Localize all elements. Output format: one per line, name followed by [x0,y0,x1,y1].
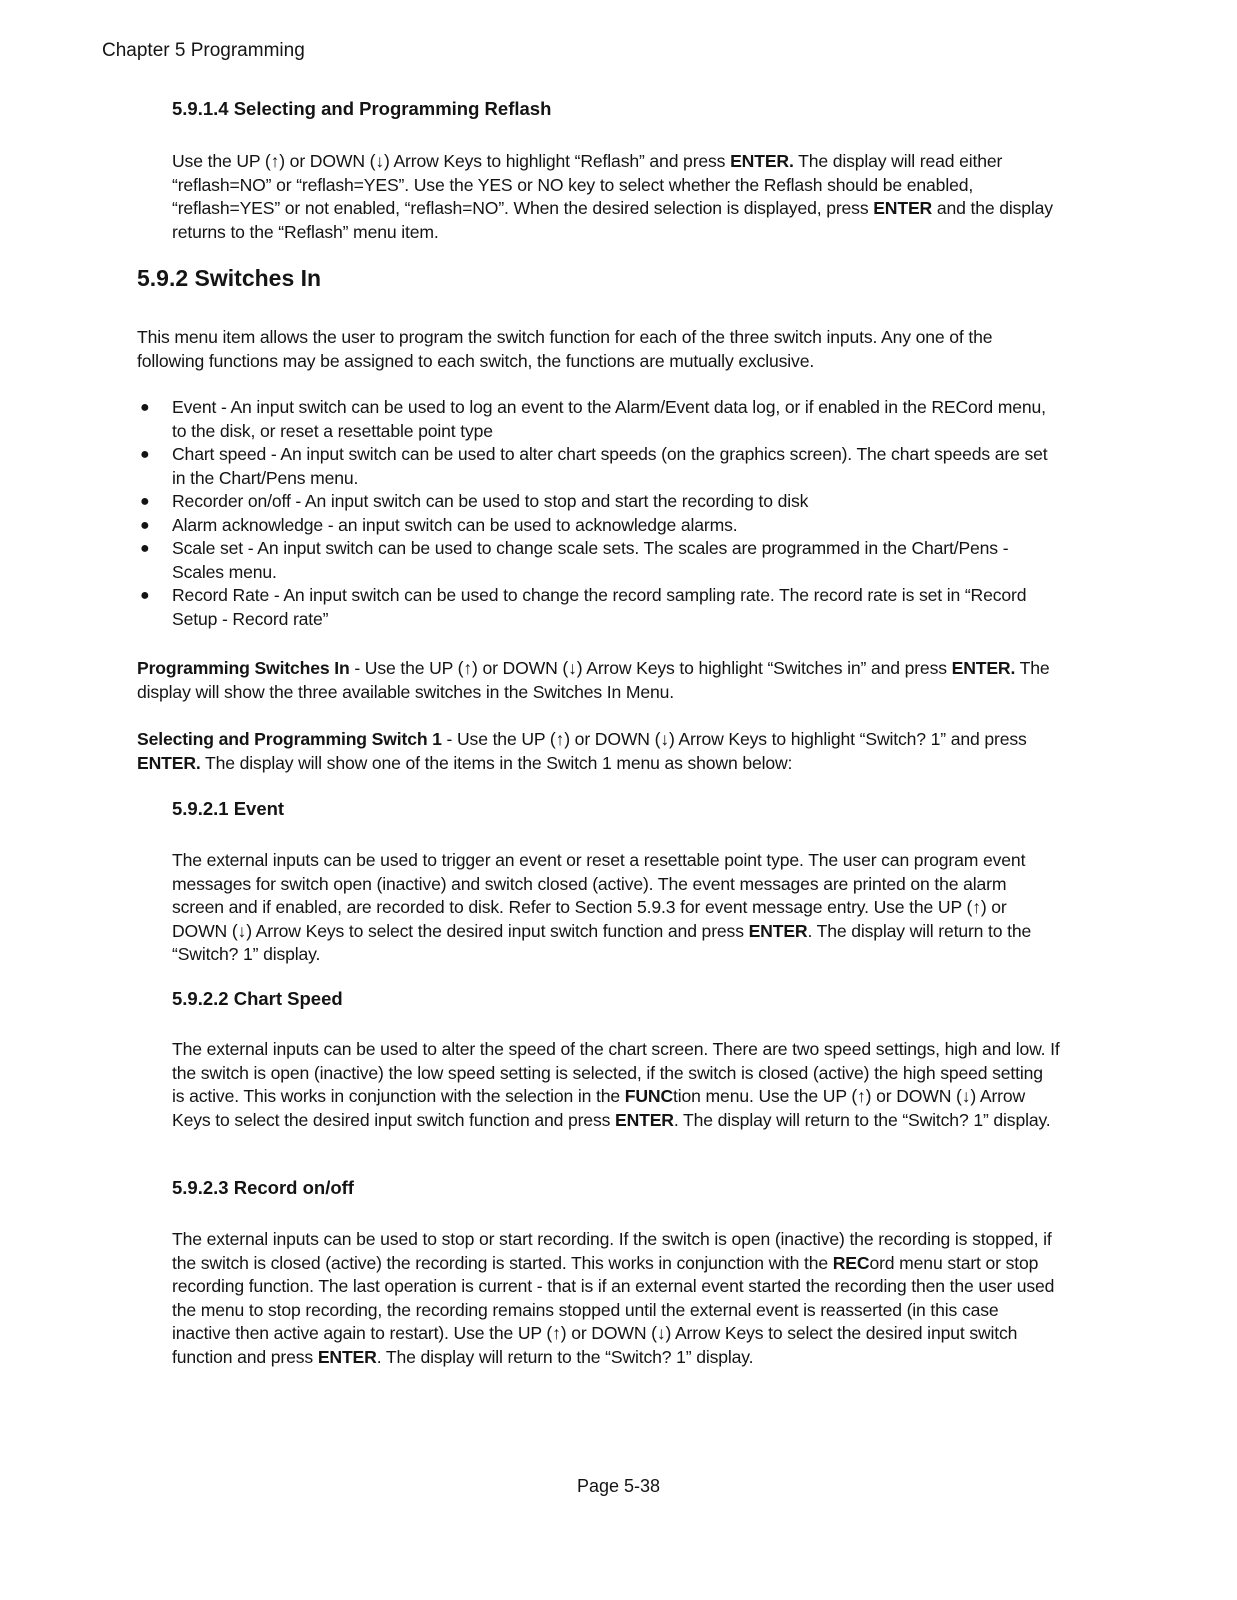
bullet-icon: ● [140,516,150,534]
record-onoff-paragraph: The external inputs can be used to stop or start recording. If the switch is open (inactive) the recording is stopped, if the switch is closed (active) the recording is started. This works in conjunction with the RECord menu start or stop recording function. The last operation is current - that is if an external event started the recording then the user used the menu to stop recording, the recording remains stopped until the external event is reasserted (in this case inactive then active again to restart). Use the UP (↑) or DOWN (↓) Arrow Keys to select the desired input switch function and press ENTER. The display will return to the “Switch? 1” display. [172,1229,1055,1367]
list-item: ● Alarm acknowledge - an input switch can be used to acknowledge alarms. [137,514,1061,538]
bullet-icon: ● [140,540,150,557]
running-head: Chapter 5 Programming [102,40,305,61]
reflash-heading: 5.9.1.4 Selecting and Programming Reflash [172,98,552,119]
page-number: Page 5-38 [576,1476,661,1496]
chart-speed-paragraph: The external inputs can be used to alter the speed of the chart screen. There are two speed settings, high and low. If the switch is open (inactive) the low speed setting is selected, if the switch is closed (active) the high speed setting is active. This works in conjunction with the selection in the FUNCtion menu. Use the UP (↑) or DOWN (↓) Arrow Keys to select the desired input switch function and press ENTER. The display will return to the “Switch? 1” display. [172,1039,1060,1130]
selecting-switch-1-paragraph: Selecting and Programming Switch 1 - Use the UP (↑) or DOWN (↓) Arrow Keys to highlight “Switch? 1” and press ENTER. The display will show one of the items in the Switch 1 menu as shown below: [137,729,1027,773]
switch-function-list [137,396,1061,631]
list-item: ● Event - An input switch can be used to log an event to the Alarm/Event data log, or if enabled in the RECord menu, to the disk, or reset a resettable point type [140,397,1046,441]
chart-speed-heading: 5.9.2.2 Chart Speed [172,988,343,1009]
event-paragraph: The external inputs can be used to trigger an event or reset a resettable point type. The user can program event messages for switch open (inactive) and switch closed (active). The event messages are printed on the alarm screen and if enabled, are recorded to disk. Refer to Section 5.9.3 for event message entry. Use the UP (↑) or DOWN (↓) Arrow Keys to select the desired input switch function and press ENTER. The display will return to the “Switch? 1” display. [172,850,1032,964]
list-item: ● Record Rate - An input switch can be used to change the record sampling rate. The record rate is set in “Record Setup - Record rate” [140,585,1027,629]
list-item: ● Chart speed - An input switch can be used to alter chart speeds (on the graphics screen). The chart speeds are set in the Chart/Pens menu. [140,444,1048,488]
bullet-icon: ● [140,446,150,463]
reflash-paragraph: Use the UP (↑) or DOWN (↓) Arrow Keys to highlight “Reflash” and press ENTER. The display will read either “reflash=NO” or “reflash=YES”. Use the YES or NO key to select whether the Reflash should be enabled, “reflash=YES” or not enabled, “reflash=NO”. When the desired selection is displayed, press ENTER and the display returns to the “Reflash” menu item. [172,151,1053,242]
event-heading: 5.9.2.1 Event [172,798,285,819]
switches-in-heading: 5.9.2 Switches In [137,265,322,291]
bullet-icon: ● [140,399,150,416]
switches-in-intro: This menu item allows the user to program the switch function for each of the three switch inputs. Any one of the following functions may be assigned to each switch, the functions are mutually exclusive. [137,327,993,371]
programming-switches-in-paragraph: Programming Switches In - Use the UP (↑) or DOWN (↓) Arrow Keys to highlight “Switches in” and press ENTER. The display will show the three available switches in the Switches In Menu. [137,658,1050,702]
list-item: ● Scale set - An input switch can be used to change scale sets. The scales are programmed in the Chart/Pens - Scales menu. [140,538,1009,582]
record-onoff-heading: 5.9.2.3 Record on/off [172,1177,354,1198]
bullet-icon: ● [140,587,150,604]
list-item: ● Recorder on/off - An input switch can be used to stop and start the recording to disk [137,490,1061,514]
bullet-icon: ● [140,493,150,510]
